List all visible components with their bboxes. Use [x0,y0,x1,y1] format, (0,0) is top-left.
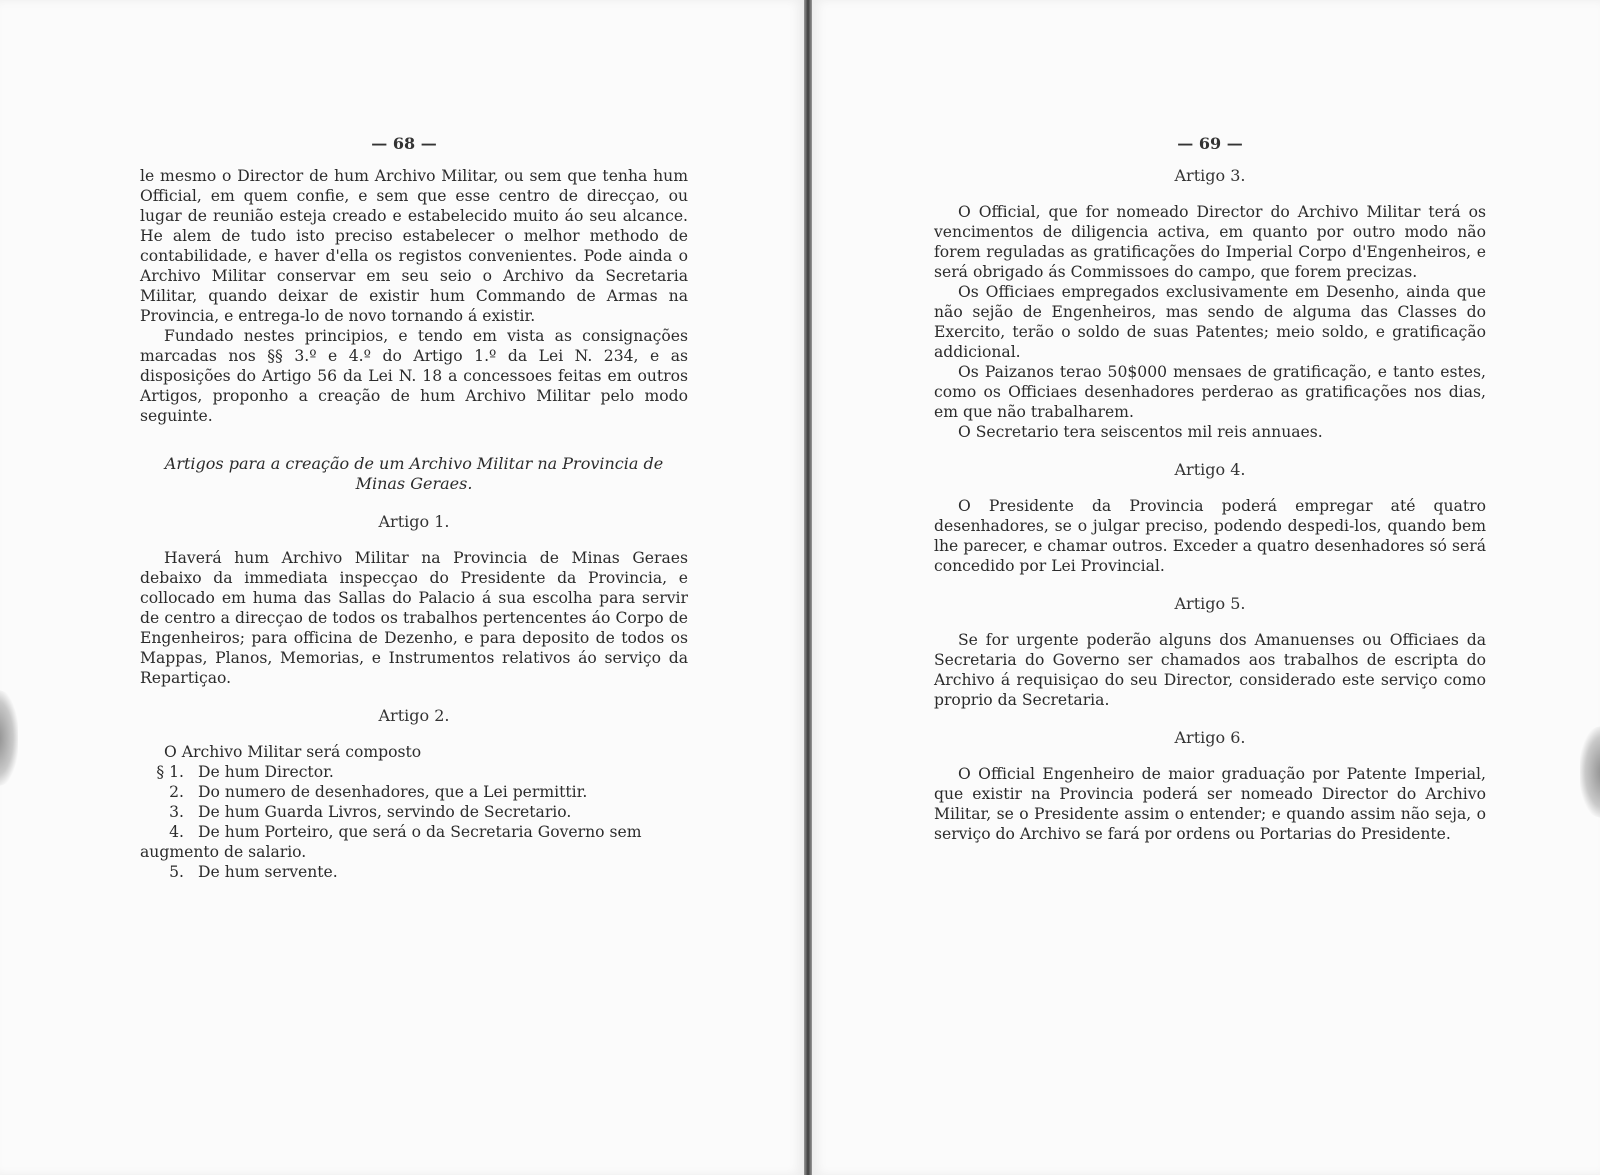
article-2-intro: O Archivo Militar será composto [164,743,422,761]
book-gutter [804,0,812,1175]
page-number-68: — 68 — [371,134,437,153]
list-item [140,802,688,822]
right-page [812,0,1600,1175]
left-page-text [140,134,688,882]
list-item-number: § 1. [156,763,184,781]
list-item-text: De hum Guarda Livros, servindo de Secretario. [198,803,572,821]
binding-clip-right [1580,726,1600,818]
article-2-title: Artigo 2. [378,706,450,725]
article-6-title: Artigo 6. [1174,728,1246,747]
list-item-text: De hum Porteiro, que será o da Secretaria Governo sem augmento de salario. [140,823,642,861]
list-item [140,762,688,782]
article-3-paragraph-1: O Official, que for nomeado Director do Archivo Militar terá os vencimentos de diligencia activa, em quanto por outro modo não forem reguladas as gratificações do Imperial Corpo d'Engenheiros, e será obrigado ás Commissoes do campo, que forem precizas. [934,203,1486,281]
list-item-number: 2. [169,783,184,801]
article-1-text: Haverá hum Archivo Militar na Provincia de Minas Geraes debaixo da immediata inspecçao do Presidente da Provincia, e collocado em huma das Sallas do Palacio á sua escolha para servir de centro a direcçao de todos os trabalhos pertencentes áo Corpo de Engenheiros; para officina de Dezenho, e para deposito de todos os Mappas, Planos, Memorias, e Instrumentos relativos áo serviço da Repartiçao. [140,549,688,687]
article-3-title: Artigo 3. [1174,166,1246,185]
article-2-list [140,762,688,882]
list-item-number: 5. [169,863,184,881]
list-item [140,782,688,802]
page-number-69: — 69 — [1177,134,1243,153]
binding-clip-left [0,690,18,786]
right-page-text [934,134,1486,844]
list-item-number: 3. [169,803,184,821]
article-1-title: Artigo 1. [378,512,450,531]
paragraph-2: Fundado nestes principios, e tendo em vista as consignações marcadas nos §§ 3.º e 4.º do Artigo 1.º da Lei N. 234, e as disposições do Artigo 56 da Lei N. 18 a concessoes feitas em outros Artigos, proponho a creação de hum Archivo Militar pelo modo seguinte. [140,327,688,425]
article-4-text: O Presidente da Provincia poderá empregar até quatro desenhadores, se o julgar preciso, podendo despedi-los, quando bem lhe parecer, e chamar outros. Exceder a quatro desenhadores só será concedido por Lei Provincial. [934,497,1486,575]
article-3-paragraph-3: Os Paizanos terao 50$000 mensaes de gratificação, e tanto estes, como os Officiaes desenhadores perderao as gratificações nos dias, em que não trabalharem. [934,363,1486,421]
list-item-number: 4. [169,823,184,841]
article-3-paragraph-4: O Secretario tera seiscentos mil reis annuaes. [958,423,1323,441]
section-heading: Artigos para a creação de um Archivo Militar na Provincia de Minas Geraes. [164,454,664,493]
list-item-text: De hum Director. [198,763,334,781]
article-3-paragraph-2: Os Officiaes empregados exclusivamente em Desenho, ainda que não sejão de Engenheiros, mas sendo de alguma das Classes do Exercito, terão o soldo de suas Patentes; meio soldo, e gratificação addicional. [934,283,1486,361]
paragraph-1: le mesmo o Director de hum Archivo Militar, ou sem que tenha hum Official, em quem confie, e sem que esse centro de direcçao, ou lugar de reunião esteja creado e estabelecido muito áo seu alcance. He alem de tudo isto preciso estabelecer o melhor methodo de contabilidade, e haver d'ella os registos convenientes. Pode ainda o Archivo Militar conservar em seu seio o Archivo da Secretaria Militar, quando deixar de existir hum Commando de Armas na Provincia, e entrega-lo de novo tornando á existir. [140,167,688,325]
article-5-title: Artigo 5. [1174,594,1246,613]
list-item [140,822,688,862]
list-item-text: De hum servente. [198,863,338,881]
article-4-title: Artigo 4. [1174,460,1246,479]
article-6-text: O Official Engenheiro de maior graduação por Patente Imperial, que existir na Provincia poderá ser nomeado Director do Archivo Militar, se o Presidente assim o entender; e quando assim não seja, o serviço do Archivo se fará por ordens ou Portarias do Presidente. [934,765,1486,843]
article-5-text: Se for urgente poderão alguns dos Amanuenses ou Officiaes da Secretaria do Governo ser chamados aos trabalhos de escripta do Archivo á requisiçao do seu Director, considerado este serviço como proprio da Secretaria. [934,631,1486,709]
list-item [140,862,688,882]
list-item-text: Do numero de desenhadores, que a Lei permittir. [198,783,588,801]
